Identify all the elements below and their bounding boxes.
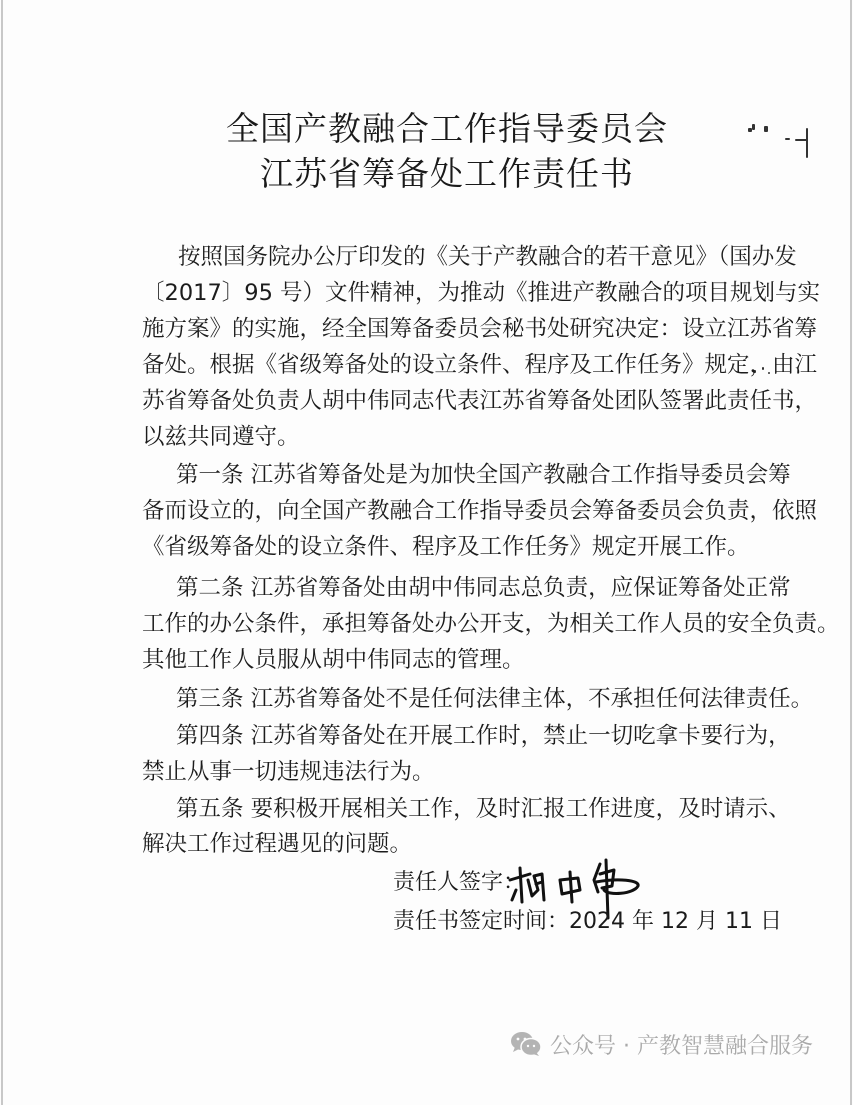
article-1-line: 备而设立的，向全国产教融合工作指导委员会筹备委员会负责，依照 [142,498,818,524]
preamble-line: 施方案》的实施，经全国筹备委员会秘书处研究决定：设立江苏省筹 [142,316,818,342]
preamble-line: 按照国务院办公厅印发的《关于产教融合的若干意见》（国办发 [178,244,797,270]
article-5-line: 解决工作过程遇见的问题。 [142,831,413,857]
article-4-line: 禁止从事一切违规违法行为。 [142,759,435,785]
article-4-line: 第四条 江苏省筹备处在开展工作时，禁止一切吃拿卡要行为， [176,723,791,749]
article-5-line: 第五条 要积极开展相关工作，及时汇报工作进度，及时请示、 [176,796,791,822]
article-1-line: 《省级筹备处的设立条件、程序及工作任务》规定开展工作。 [142,534,750,560]
preamble-line: 〔2017〕95 号）文件精神，为推动《推进产教融合的项目规划与实 [142,280,821,306]
document-title-line1: 全国产教融合工作指导委员会 [226,109,668,148]
signature-label: 责任人签字： [393,870,526,895]
article-2-line: 其他工作人员服从胡中伟同志的管理。 [142,647,525,673]
watermark-text: 公众号 · 产教智慧融合服务 [550,1033,813,1059]
article-1-line: 第一条 江苏省筹备处是为加快全国产教融合工作指导委员会筹 [176,462,791,488]
wechat-icon [510,1031,542,1057]
wechat-watermark [510,1028,813,1060]
article-2-line: 第二条 江苏省筹备处由胡中伟同志总负责，应保证筹备处正常 [176,575,791,601]
preamble-line: 以兹共同遵守。 [142,424,300,450]
preamble-line: 备处。根据《省级筹备处的设立条件、程序及工作任务》规定，由江 [142,352,818,378]
article-2-line: 工作的办公条件，承担筹备处办公开支，为相关工作人员的安全负责。 [142,611,840,637]
signing-date: 责任书签定时间：2024 年 12 月 11 日 [393,909,782,934]
preamble-line: 苏省筹备处负责人胡中伟同志代表江苏省筹备处团队签署此责任书， [142,388,818,414]
document-title-line2: 江苏省筹备处工作责任书 [260,154,634,193]
article-3-line: 第三条 江苏省筹备处不是任何法律主体，不承担任何法律责任。 [176,686,814,712]
